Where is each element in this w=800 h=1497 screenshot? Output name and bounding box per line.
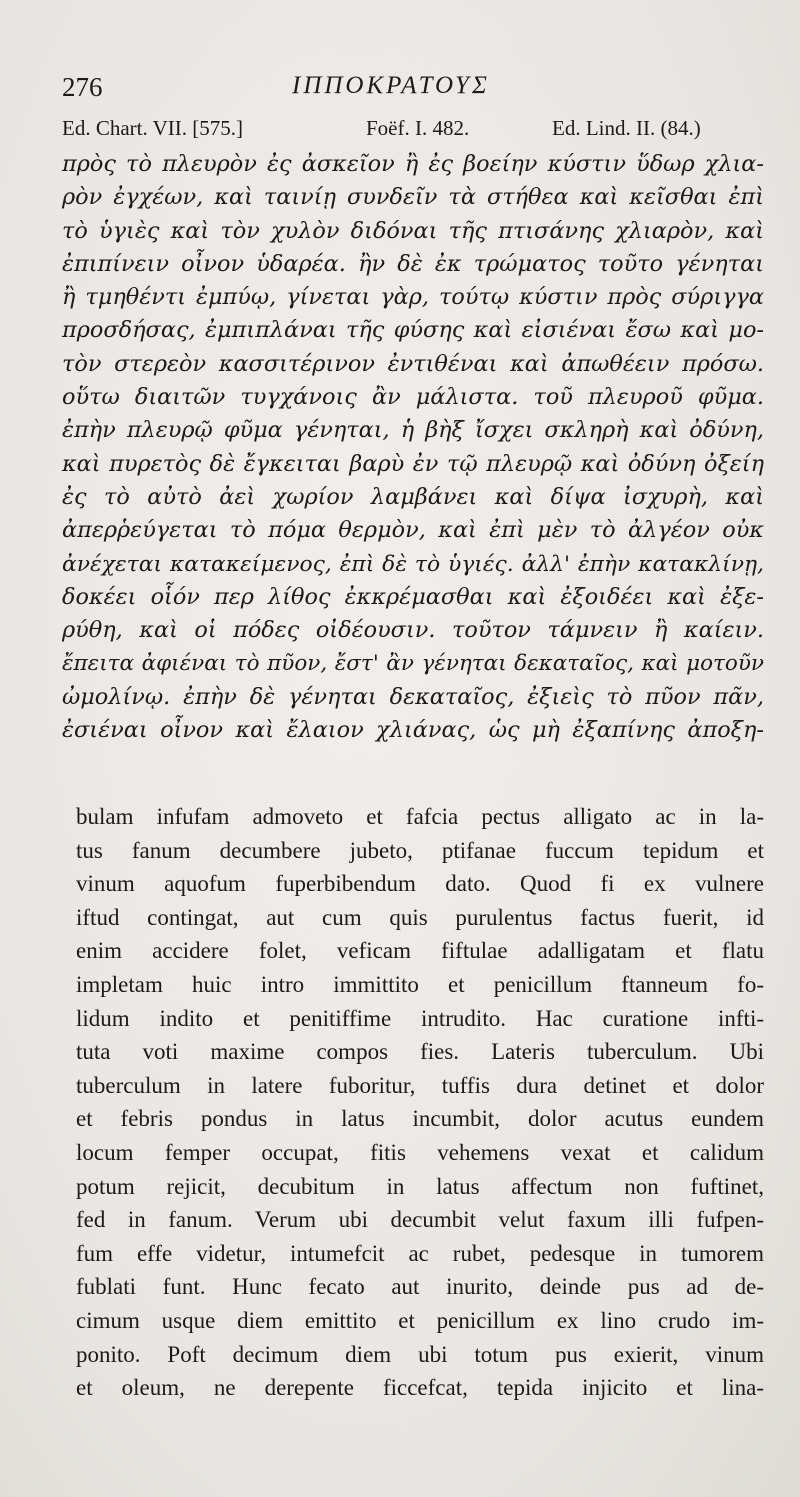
running-title: ΙΠΠΟΚΡΑΤΟΥΣ [292,72,490,99]
greek-text-line: δοκέει οἷόν περ λίθος ἐκκρέμασθαι καὶ ἐξοιδέει καὶ ἐξε- [62,583,764,610]
latin-text-line: et oleum, ne derepente ficcefcat, tepida injicito et lina- [76,1375,764,1401]
latin-text-line: tus fanum decumbere jubeto, ptifanae fuccum tepidum et [76,837,764,863]
greek-text-line: ἐσιέναι οἶνον καὶ ἔλαιον χλιάνας, ὡς μὴ ἐξαπίνης ἀποξη- [62,717,764,744]
greek-text-line: ἢ τμηθέντι ἐμπύῳ, γίνεται γὰρ, τούτῳ κύστιν πρὸς σύριγγα [62,284,764,311]
edition-references [62,116,762,146]
greek-text-line: τὸ ὑγιὲς καὶ τὸν χυλὸν διδόναι τῆς πτισάνης χλιαρὸν, καὶ [62,217,764,244]
latin-text-line: lidum indito et penitiffime intrudito. Hac curatione infti- [76,1005,764,1031]
latin-text-line: fum effe videtur, intumefcit ac rubet, pedesque in tumorem [76,1240,764,1266]
latin-text-line: fublati funt. Hunc fecato aut inurito, deinde pus ad de- [76,1274,764,1300]
page-header [62,66,762,106]
latin-text-line: fed in fanum. Verum ubi decumbit velut faxum illi fufpen- [76,1207,764,1233]
latin-text-line: tuta voti maxime compos fies. Lateris tuberculum. Ubi [76,1039,764,1065]
greek-text-line: προσδήσας, ἐμπιπλάναι τῆς φύσης καὶ εἰσιέναι ἔσω καὶ μο- [62,317,764,344]
greek-text-line: ἀπερῥεύγεται τὸ πόμα θερμὸν, καὶ ἐπὶ μὲν τὸ ἀλγέον οὐκ [62,517,764,544]
edition-chartier: Ed. Chart. VII. [575.] [62,116,243,140]
edition-foesius: Foëf. I. 482. [366,116,470,140]
latin-text-line: ponito. Poft decimum diem ubi totum pus exierit, vinum [76,1341,764,1367]
greek-text [62,148,764,747]
greek-text-line: ἔπειτα ἀφιέναι τὸ πῦον, ἔστ' ἂν γένηται δεκαταῖος, καὶ μοτοῦν [62,651,764,677]
page-number: 276 [62,72,103,102]
latin-text-line: impletam huic intro immittito et penicillum ftanneum fo- [76,971,764,997]
greek-text-line: ρὸν ἐγχέων, καὶ ταινίῃ συνδεῖν τὰ στήθεα καὶ κεῖσθαι ἐπὶ [62,184,764,211]
greek-text-line: τὸν στερεὸν κασσιτέρινον ἐντιθέναι καὶ ἀπωθέειν πρόσω. [62,350,764,377]
greek-text-line: ἀνέχεται κατακείμενος, ἐπὶ δὲ τὸ ὑγιές. ἀλλ' ἐπὴν κατακλίνῃ, [62,551,764,577]
latin-text [76,800,764,1405]
latin-text-line: potum rejicit, decubitum in latus affectum non fuftinet, [76,1173,764,1199]
latin-text-line: vinum aquofum fuperbibendum dato. Quod fi ex vulnere [76,871,764,897]
latin-text-line: tuberculum in latere fuboritur, tuffis dura detinet et dolor [76,1072,764,1098]
greek-text-line: ἐπιπίνειν οἶνον ὑδαρέα. ἢν δὲ ἐκ τρώματος τοῦτο γένηται [62,250,764,277]
greek-text-line: ἐς τὸ αὐτὸ ἀεὶ χωρίον λαμβάνει καὶ δίψα ἰσχυρὴ, καὶ [62,483,764,510]
latin-text-line: bulam infufam admoveto et fafcia pectus alligato ac in la- [76,804,764,829]
greek-text-line: ἐπὴν πλευρῷ φῦμα γένηται, ἡ βὴξ ἴσχει σκληρὴ καὶ ὀδύνη, [62,417,764,444]
latin-text-line: cimum usque diem emittito et penicillum ex lino crudo im- [76,1307,764,1333]
latin-text-line: enim accidere folet, veficam fiftulae adalligatam et flatu [76,938,764,964]
greek-text-line: πρὸς τὸ πλευρὸν ἐς ἀσκεῖον ἢ ἐς βοείην κύστιν ὕδωρ χλια- [62,151,764,177]
latin-text-line: locum femper occupat, fitis vehemens vexat et calidum [76,1139,764,1165]
greek-text-line: ρύθη, καὶ οἱ πόδες οἰδέουσιν. τοῦτον τάμνειν ἢ καίειν. [62,617,764,644]
latin-text-line: et febris pondus in latus incumbit, dolor acutus eundem [76,1106,764,1132]
greek-text-line: οὕτω διαιτῶν τυγχάνοις ἂν μάλιστα. τοῦ πλευροῦ φῦμα. [62,384,764,411]
greek-text-line: καὶ πυρετὸς δὲ ἔγκειται βαρὺ ἐν τῷ πλευρῷ καὶ ὀδύνη ὀξείη [62,450,764,477]
edition-linden: Ed. Lind. II. (84.) [552,116,701,140]
latin-text-line: iftud contingat, aut cum quis purulentus factus fuerit, id [76,904,764,930]
greek-text-line: ὠμολίνῳ. ἐπὴν δὲ γένηται δεκαταῖος, ἐξιεὶς τὸ πῦον πᾶν, [62,683,764,710]
